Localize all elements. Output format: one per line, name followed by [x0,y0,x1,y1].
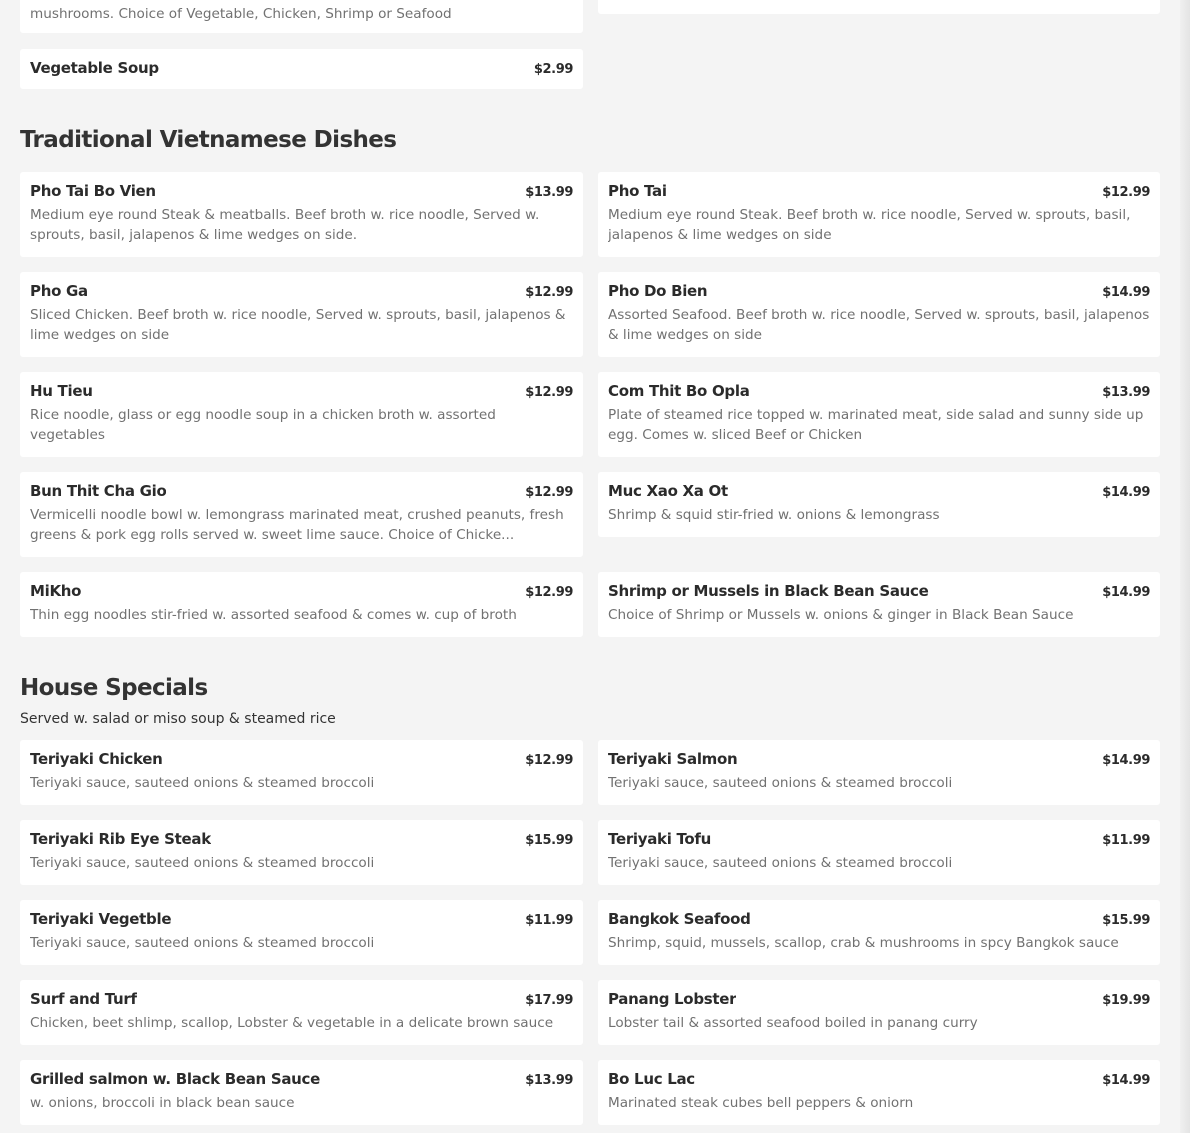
menu-item-description: Vermicelli noodle bowl w. lemongrass marinated meat, crushed peanuts, fresh greens & pork egg rolls served w. sweet lime sauce. Choice of Chicke... [30,507,564,543]
menu-item-description: Medium eye round Steak. Beef broth w. rice noodle, Served w. sprouts, basil, jalapenos & lime wedges on side [608,207,1131,243]
menu-item-name: Shrimp or Mussels in Black Bean Sauce [608,582,929,600]
menu-item-name: Muc Xao Xa Ot [608,482,728,500]
menu-item-price: $12.99 [1102,185,1150,200]
menu-item-description: Rice noodle, glass or egg noodle soup in a chicken broth w. assorted vegetables [30,407,496,443]
menu-item-price: $13.99 [1102,385,1150,400]
scrollbar[interactable] [1180,0,1190,1133]
menu-item-card[interactable] [598,900,1160,965]
menu-item-price: $19.99 [1102,993,1150,1008]
menu-item-price: $14.99 [1102,285,1150,300]
menu-item-card[interactable] [20,0,583,33]
menu-item-price: $13.99 [525,1073,573,1088]
menu-item-name: MiKho [30,582,82,600]
menu-item-card[interactable] [598,820,1160,885]
menu-item-card[interactable] [20,820,583,885]
menu-item-description: Sliced Chicken. Beef broth w. rice noodle, Served w. sprouts, basil, jalapenos & lime wedges on side [30,307,566,343]
menu-item-name: Bun Thit Cha Gio [30,482,167,500]
menu-item-card[interactable] [20,572,583,637]
menu-item-card[interactable] [20,272,583,357]
menu-item-price: $11.99 [1102,833,1150,848]
menu-item-price: $12.99 [525,285,573,300]
menu-item-name: Pho Tai Bo Vien [30,182,156,200]
menu-item-card[interactable] [20,900,583,965]
menu-item-name: Teriyaki Vegetble [30,910,172,928]
menu-item-name: Pho Ga [30,282,88,300]
section-subtitle: Served w. salad or miso soup & steamed rice [20,711,336,727]
menu-item-description: Thin egg noodles stir-fried w. assorted seafood & comes w. cup of broth [30,607,517,623]
menu-item-price: $15.99 [525,833,573,848]
menu-item-name: Panang Lobster [608,990,737,1008]
menu-item-price: $11.99 [525,913,573,928]
menu-item-card[interactable] [598,572,1160,637]
menu-item-card[interactable] [598,0,1160,14]
menu-item-price: $2.99 [533,62,573,77]
menu-item-name: Teriyaki Salmon [608,750,738,768]
menu-item-card[interactable] [20,172,583,257]
menu-item-card[interactable] [598,472,1160,537]
menu-item-price: $17.99 [525,993,573,1008]
menu-item-card[interactable] [598,980,1160,1045]
menu-item-description: Medium eye round Steak & meatballs. Beef broth w. rice noodle, Served w. sprouts, basil, jalapenos & lime wedges on side. [30,207,540,243]
menu-item-price: $12.99 [525,385,573,400]
menu-item-name: Surf and Turf [30,990,137,1008]
menu-item-price: $12.99 [525,585,573,600]
menu-item-description: mushrooms. Choice of Vegetable, Chicken, Shrimp or Seafood [30,6,452,22]
menu-item-name: Bo Luc Lac [608,1070,695,1088]
menu-item-price: $14.99 [1102,753,1150,768]
menu-item-card[interactable] [20,980,583,1045]
menu-item-description: Assorted Seafood. Beef broth w. rice noodle, Served w. sprouts, basil, jalapenos & lime wedges on side [608,307,1150,343]
menu-item-price: $14.99 [1102,485,1150,500]
menu-item-price: $12.99 [525,485,573,500]
menu-item-card[interactable] [598,172,1160,257]
menu-item-price: $15.99 [1102,913,1150,928]
menu-item-name: Teriyaki Chicken [30,750,163,768]
menu-item-description: Shrimp & squid stir-fried w. onions & lemongrass [608,507,940,523]
menu-item-description: Shrimp, squid, mussels, scallop, crab & mushrooms in spcy Bangkok sauce [608,935,1119,951]
menu-item-name: Teriyaki Rib Eye Steak [30,830,211,848]
menu-item-description: Teriyaki sauce, sauteed onions & steamed broccoli [30,855,375,871]
menu-item-price: $14.99 [1102,585,1150,600]
menu-item-card[interactable] [598,372,1160,457]
menu-item-description: Chicken, beet shlimp, scallop, Lobster & vegetable in a delicate brown sauce [30,1015,554,1031]
menu-item-card[interactable] [20,472,583,557]
menu-item-price: $14.99 [1102,1073,1150,1088]
menu-item-name: Vegetable Soup [30,59,159,77]
menu-item-price: $13.99 [525,185,573,200]
menu-item-card[interactable] [598,740,1160,805]
menu-item-description: Choice of Shrimp or Mussels w. onions & ginger in Black Bean Sauce [608,607,1074,623]
menu-item-price: $12.99 [525,753,573,768]
menu-item-name: Teriyaki Tofu [608,830,712,848]
menu-item-name: Hu Tieu [30,382,93,400]
section-title: Traditional Vietnamese Dishes [20,127,397,153]
menu-item-description: Teriyaki sauce, sauteed onions & steamed broccoli [30,775,375,791]
menu-item-card[interactable] [598,1060,1160,1125]
menu-item-description: Marinated steak cubes bell peppers & oniorn [608,1095,914,1111]
menu-item-name: Com Thit Bo Opla [608,382,750,400]
menu-item-name: Pho Tai [608,182,667,200]
menu-item-description: Lobster tail & assorted seafood boiled in panang curry [608,1015,978,1031]
menu-item-description: Teriyaki sauce, sauteed onions & steamed broccoli [608,855,953,871]
menu-item-name: Grilled salmon w. Black Bean Sauce [30,1070,320,1088]
menu-item-name: Bangkok Seafood [608,910,751,928]
menu-item-description: Teriyaki sauce, sauteed onions & steamed broccoli [608,775,953,791]
section-title: House Specials [20,675,208,701]
menu-item-card[interactable] [20,49,583,89]
menu-item-card[interactable] [20,1060,583,1125]
menu-item-name: Pho Do Bien [608,282,708,300]
menu-item-description: w. onions, broccoli in black bean sauce [30,1095,295,1111]
menu-item-card[interactable] [598,272,1160,357]
menu-item-card[interactable] [20,740,583,805]
menu-item-description: Plate of steamed rice topped w. marinated meat, side salad and sunny side up egg. Comes w. sliced Beef or Chicken [608,407,1144,443]
menu-item-card[interactable] [20,372,583,457]
menu-item-description: Teriyaki sauce, sauteed onions & steamed broccoli [30,935,375,951]
